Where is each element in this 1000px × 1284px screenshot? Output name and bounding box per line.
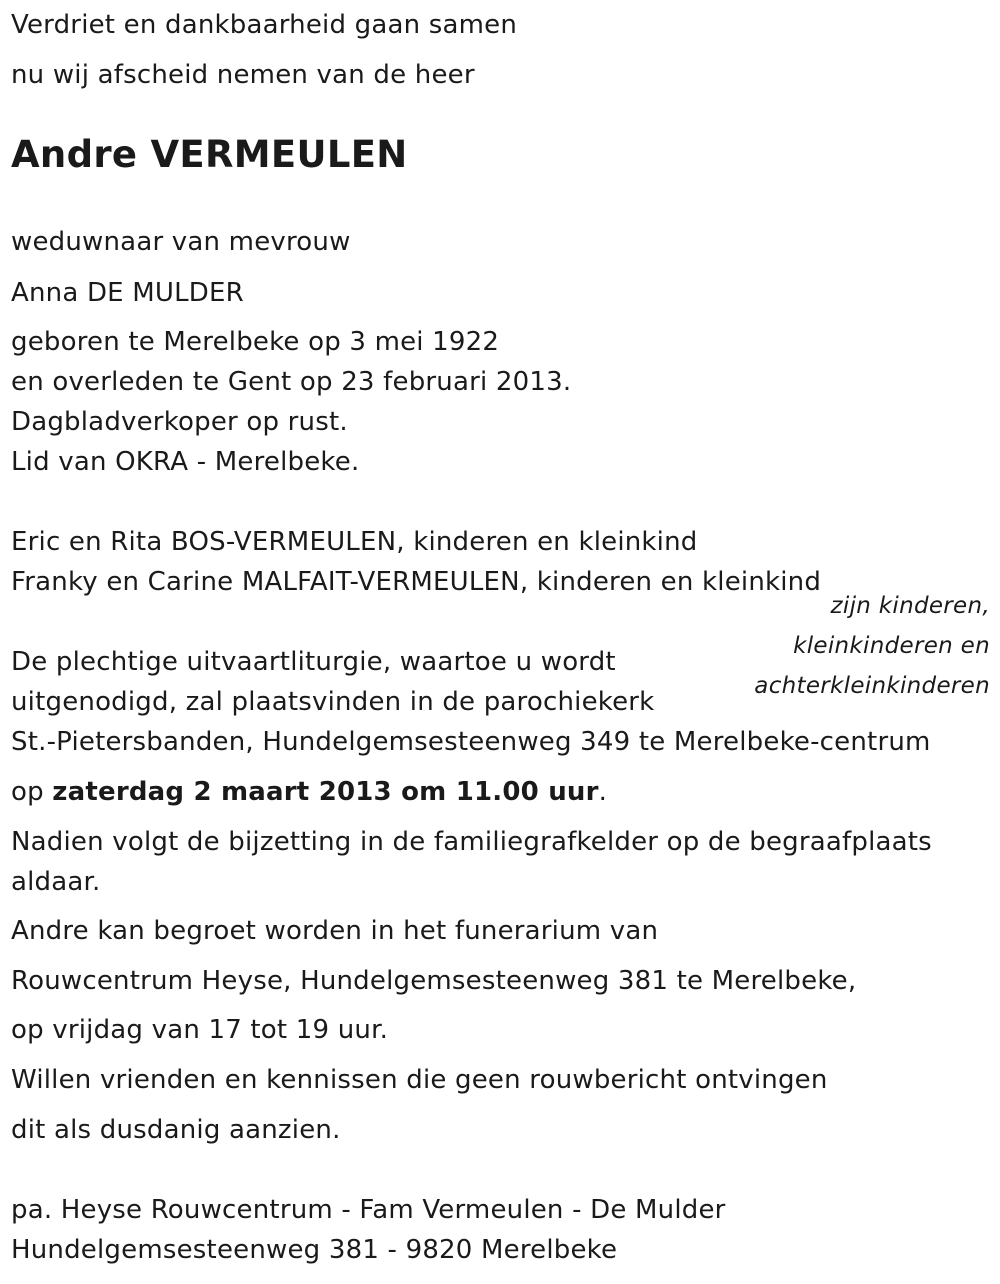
family-note-line-3: achterkleinkinderen [754,673,990,699]
birth-line: geboren te Merelbeke op 3 mei 1922 [11,327,500,357]
family-note-line-2: kleinkinderen en [793,633,990,659]
death-line: en overleden te Gent op 23 februari 2013. [11,367,572,397]
ceremony-line-3: St.-Pietersbanden, Hundelgemsesteenweg 349 te Merelbeke-centrum [11,727,931,757]
family-note-line-1: zijn kinderen, [830,593,990,619]
date-prefix: op [11,777,53,807]
widower-label: weduwnaar van mevrouw [11,227,351,257]
ceremony-date: zaterdag 2 maart 2013 om 11.00 uur [52,777,599,807]
ceremony-line-1: De plechtige uitvaartliturgie, waartoe u wordt [11,647,616,677]
ceremony-date-line [11,772,607,812]
intro-line-2: nu wij afscheid nemen van de heer [11,60,475,90]
ceremony-line-2: uitgenodigd, zal plaatsvinden in de parochiekerk [11,687,655,717]
family-line-2: Franky en Carine MALFAIT-VERMEULEN, kinderen en kleinkind [11,567,822,597]
occupation-line: Dagbladverkoper op rust. [11,407,348,437]
visitation-line-2: Rouwcentrum Heyse, Hundelgemsesteenweg 381 te Merelbeke, [11,966,857,996]
burial-line-1: Nadien volgt de bijzetting in de familiegrafkelder op de begraafplaats [11,827,932,857]
contact-line-1: pa. Heyse Rouwcentrum - Fam Vermeulen - De Mulder [11,1195,726,1225]
notice-line-1: Willen vrienden en kennissen die geen rouwbericht ontvingen [11,1065,828,1095]
deceased-name: Andre VERMEULEN [11,133,408,176]
visitation-line-1: Andre kan begroet worden in het funerarium van [11,916,659,946]
spouse-name: Anna DE MULDER [11,278,244,308]
contact-line-2: Hundelgemsesteenweg 381 - 9820 Merelbeke [11,1235,618,1265]
visitation-line-3: op vrijdag van 17 tot 19 uur. [11,1015,389,1045]
date-suffix: . [598,777,608,807]
burial-line-2: aldaar. [11,867,101,897]
intro-line-1: Verdriet en dankbaarheid gaan samen [11,10,518,40]
membership-line: Lid van OKRA - Merelbeke. [11,447,360,477]
family-line-1: Eric en Rita BOS-VERMEULEN, kinderen en kleinkind [11,527,698,557]
notice-line-2: dit als dusdanig aanzien. [11,1115,341,1145]
